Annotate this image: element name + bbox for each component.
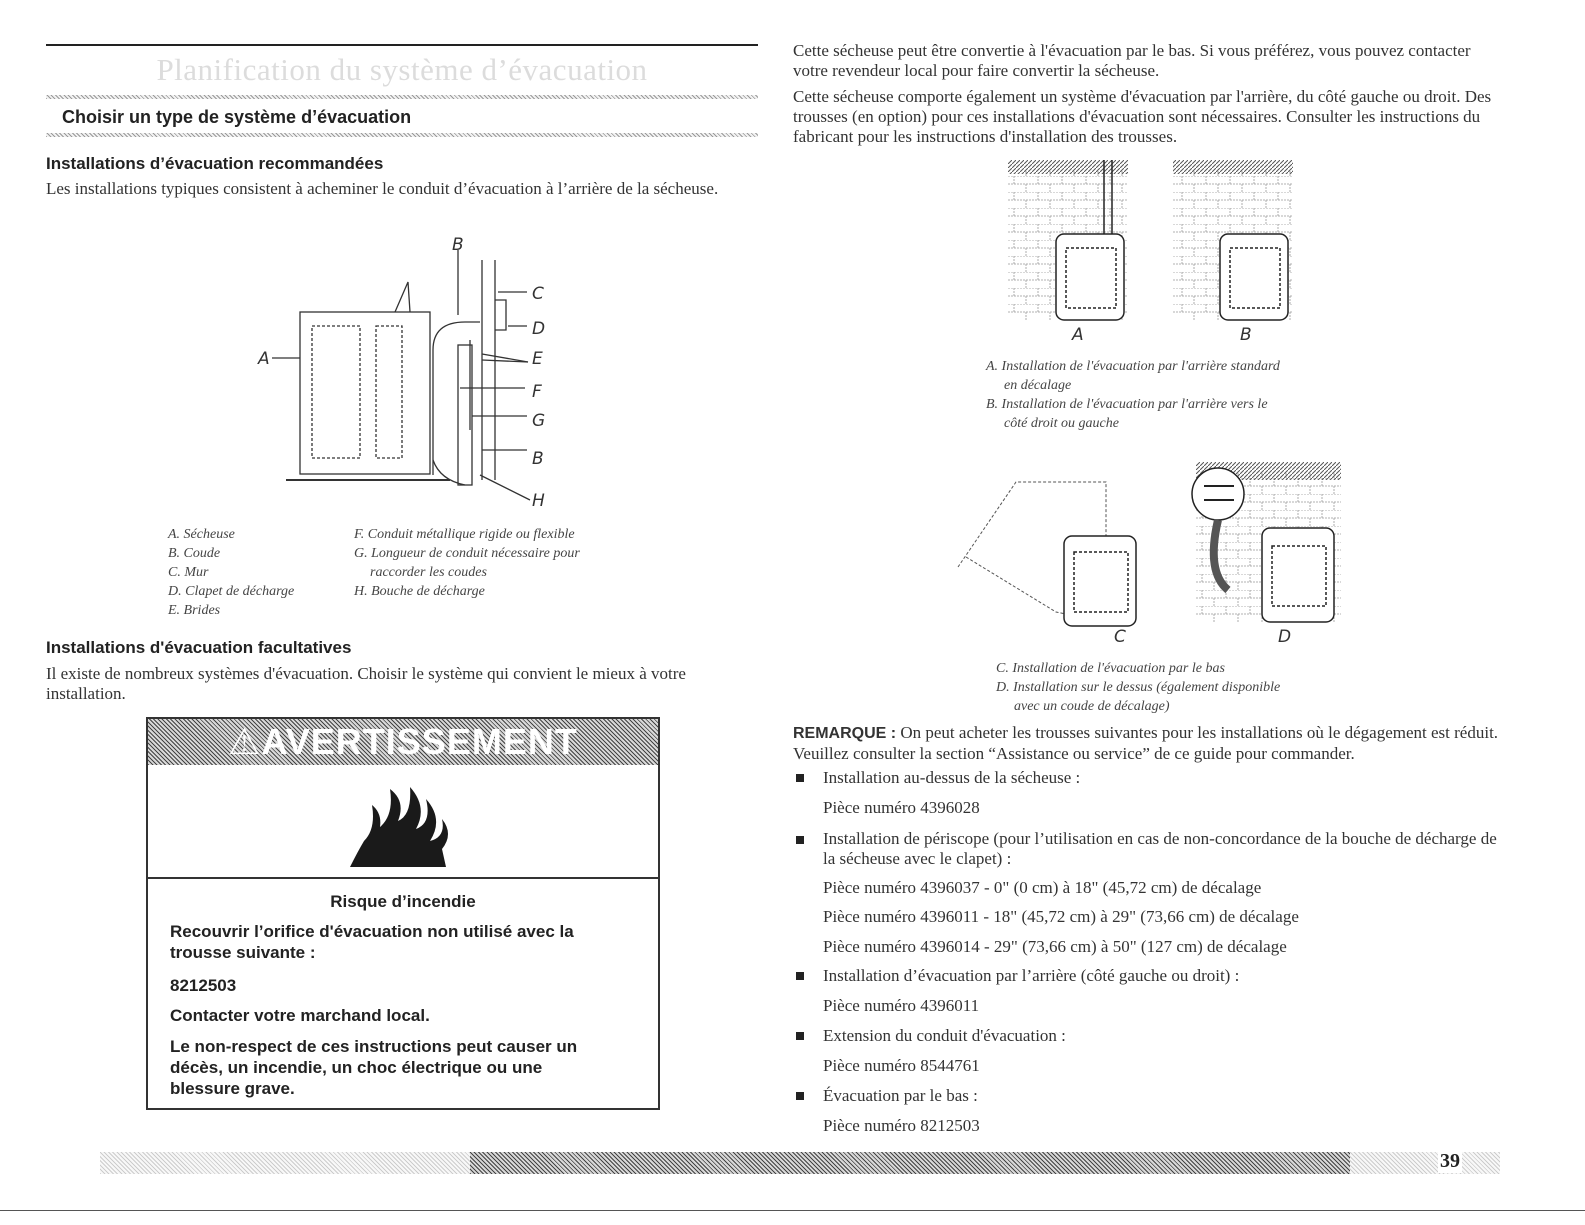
warning-text-panel — [148, 877, 658, 879]
optional-heading: Installations d'évacuation facultatives — [46, 638, 352, 657]
figure-ab — [1008, 160, 1298, 345]
caption-line: avec un coude de décalage) — [1014, 699, 1170, 714]
label-b-bottom: B — [532, 449, 544, 469]
venting-diagram — [250, 230, 570, 520]
warning-icon-panel — [148, 765, 658, 879]
list-item-title: Extension du conduit d'évacuation : — [823, 1026, 1066, 1045]
fig-label-b: B — [1240, 325, 1252, 345]
label-h: H — [532, 491, 545, 511]
recommended-heading: Installations d’évacuation recommandées — [46, 154, 384, 173]
page-number: 39 — [1440, 1150, 1460, 1172]
bullet-icon — [796, 774, 804, 782]
remark-text: On peut acheter les trousses suivantes pour les installations où le dégagement est réduit. Veuillez consulter la section “Assistance ou service” de ce guide pour commander. — [793, 723, 1499, 763]
label-d: D — [532, 319, 546, 339]
list-item-part: Pièce numéro 4396014 - 29" (73,66 cm) à 50" (127 cm) de décalage — [823, 937, 1287, 956]
caption-line: côté droit ou gauche — [1004, 416, 1119, 431]
label-b-top: B — [452, 235, 464, 255]
fire-icon — [346, 779, 456, 869]
list-item-part: Pièce numéro 4396011 — [823, 996, 980, 1015]
warning-line2: Contacter votre marchand local. — [170, 1006, 430, 1025]
fig-label-c: C — [1114, 627, 1126, 647]
risk-title: Risque d’incendie — [330, 892, 476, 911]
list-item-part: Pièce numéro 4396028 — [823, 798, 980, 817]
optional-text: Il existe de nombreux systèmes d'évacuation. Choisir le système qui convient le mieux à votre installation. — [46, 664, 686, 703]
right-para1: Cette sécheuse peut être convertie à l'évacuation par le bas. Si vous préférez, vous pouvez contacter votre revendeur local pour faire convertir la sécheuse. — [793, 41, 1471, 80]
warning-box — [146, 717, 660, 1110]
list-item-part: Pièce numéro 4396011 - 18" (45,72 cm) à 29" (73,66 cm) de décalage — [823, 907, 1299, 926]
remark-label: REMARQUE : — [793, 725, 897, 742]
legend-item: C. Mur — [168, 565, 209, 580]
label-f: F — [532, 382, 542, 402]
legend-item: F. Conduit métallique rigide ou flexible — [354, 527, 575, 542]
list-item-part: Pièce numéro 4396037 - 0" (0 cm) à 18" (45,72 cm) de décalage — [823, 878, 1262, 897]
label-e: E — [532, 349, 543, 369]
label-g: G — [532, 411, 546, 431]
bullet-icon — [796, 972, 804, 980]
legend-item: E. Brides — [168, 603, 221, 618]
bottom-rule — [0, 1210, 1585, 1211]
legend-item: A. Sécheuse — [168, 527, 235, 542]
title-rule — [46, 95, 758, 99]
list-item-part: Pièce numéro 8544761 — [823, 1056, 980, 1075]
page-title: Planification du système d’évacuation — [156, 52, 648, 87]
caption-line: D. Installation sur le dessus (également disponible — [996, 680, 1281, 695]
list-item-title: Installation au-dessus de la sécheuse : — [823, 768, 1081, 787]
bullet-icon — [796, 836, 804, 844]
label-c: C — [532, 284, 544, 304]
warning-part: 8212503 — [170, 976, 237, 995]
section-subtitle: Choisir un type de système d’évacuation — [62, 107, 412, 127]
dryer-body — [300, 312, 430, 474]
caption-ab — [986, 357, 1280, 433]
list-item-title: Installation d’évacuation par l’arrière (côté gauche ou droit) : — [823, 966, 1240, 985]
recommended-text: Les installations typiques consistent à acheminer le conduit d’évacuation à l’arrière de la sécheuse. — [46, 179, 719, 198]
legend-item: B. Coude — [168, 546, 221, 561]
bullet-icon — [796, 1032, 804, 1040]
legend-item: G. Longueur de conduit nécessaire pour — [354, 546, 580, 561]
footer-band-right — [1350, 1152, 1500, 1174]
warning-banner-text: ⚠AVERTISSEMENT — [228, 721, 578, 762]
caption-line: A. Installation de l'évacuation par l'arrière standard — [986, 359, 1280, 374]
figure-cd — [956, 462, 1346, 652]
caption-cd — [996, 659, 1280, 716]
fig-label-a: A — [1072, 325, 1084, 345]
bullet-icon — [796, 1092, 804, 1100]
footer-band-left — [100, 1152, 470, 1174]
caption-line: B. Installation de l'évacuation par l'arrière vers le — [986, 397, 1268, 412]
label-a: A — [258, 349, 270, 369]
list-item-title: Évacuation par le bas : — [823, 1086, 978, 1105]
list-item-part: Pièce numéro 8212503 — [823, 1116, 980, 1135]
footer-band — [470, 1152, 1350, 1174]
top-rule — [46, 44, 758, 46]
legend-right — [354, 525, 580, 601]
warning-line3: Le non-respect de ces instructions peut causer un décès, un incendie, un choc électrique ou une blessure grave. — [170, 1037, 578, 1098]
warning-triangle-icon: ⚠ — [228, 721, 262, 762]
caption-line: en décalage — [1004, 378, 1072, 393]
warning-line1: Recouvrir l’orifice d'évacuation non utilisé avec la trousse suivante : — [170, 922, 574, 962]
caption-line: C. Installation de l'évacuation par le bas — [996, 661, 1225, 676]
list-item-title: Installation de périscope (pour l’utilisation en cas de non-concordance de la bouche de décharge de la sécheuse avec le clapet) : — [823, 829, 1497, 868]
warning-banner — [148, 719, 658, 765]
legend-item: H. Bouche de décharge — [354, 584, 485, 599]
subtitle-rule — [46, 133, 758, 137]
legend-item: D. Clapet de décharge — [168, 584, 295, 599]
remark — [793, 723, 1508, 764]
legend-left — [168, 525, 294, 620]
legend-item: raccorder les coudes — [370, 565, 487, 580]
right-para2: Cette sécheuse comporte également un système d'évacuation par l'arrière, du côté gauche ou droit. Des trousses (en option) pour ces installations d'évacuation sont nécessaires. Consulter les instructions du fabricant pour les instructions d'installation des trousses. — [793, 87, 1492, 146]
fig-label-d: D — [1278, 627, 1292, 647]
